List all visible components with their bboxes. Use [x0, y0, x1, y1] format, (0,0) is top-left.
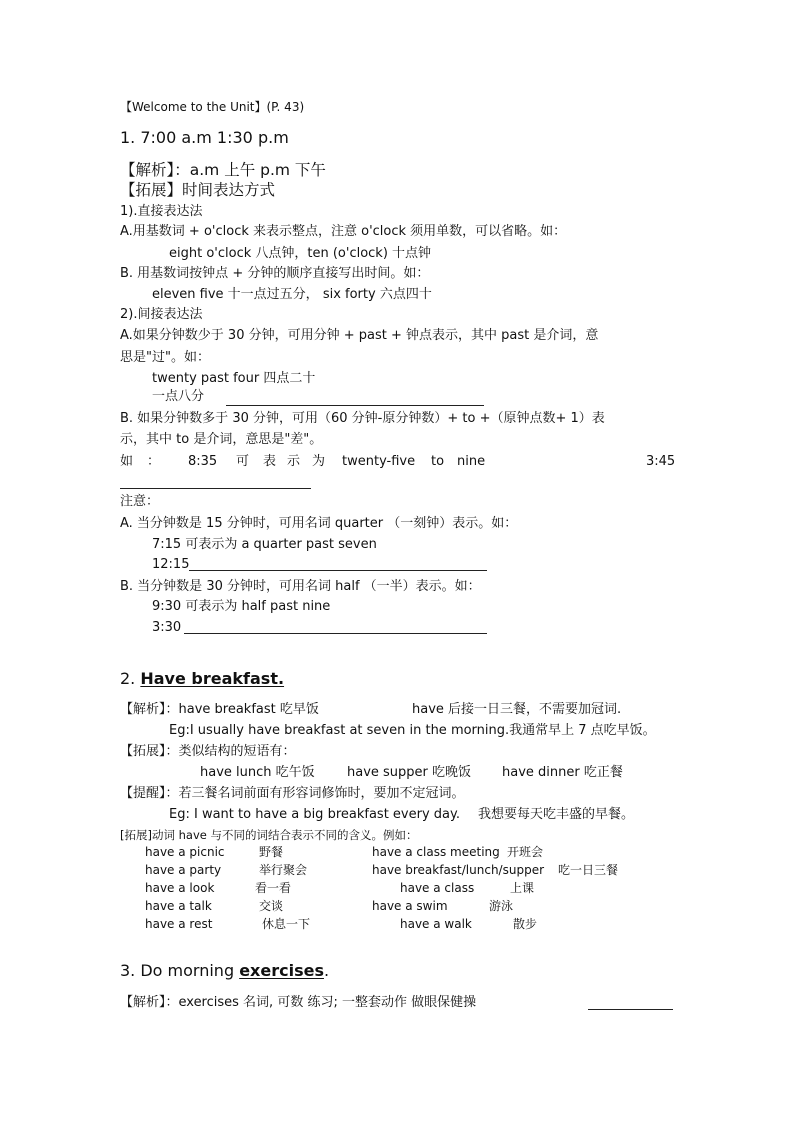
s1-example-d-word: 示 — [287, 454, 301, 469]
s1-example-d-word: 为 — [312, 454, 326, 469]
s1-example-d-word: 可 — [236, 454, 250, 469]
table-cell: have a picnic — [145, 845, 225, 859]
s2-phrase-2: have supper 吃晚饭 — [347, 765, 472, 780]
s1-example-b: eleven five 十一点过五分， six forty 六点四十 — [152, 287, 432, 302]
s1-analysis: 【解析】：a.m 上午 p.m 下午 — [120, 161, 326, 179]
table-cell: 休息一下 — [262, 917, 311, 931]
s1-method-1: 1).直接表达法 — [120, 204, 203, 219]
section-3-prefix: 3. Do morning — [120, 961, 240, 980]
table-cell: have a class meeting — [372, 845, 500, 859]
s1-rule-c-line1: A.如果分钟数少于 30 分钟，可用分钟 + past + 钟点表示，其中 past 是介词，意 — [120, 328, 599, 343]
s1-example-d-label: 如 — [120, 454, 134, 469]
s1-half-example-2: 3:30 — [152, 620, 182, 635]
answer-blank[interactable] — [120, 488, 311, 489]
answer-blank[interactable] — [189, 570, 487, 571]
s1-example-d-time: 8:35 — [188, 454, 218, 469]
table-cell: have a look — [145, 881, 215, 895]
s1-example-d-question: 3:45 — [646, 454, 676, 469]
answer-blank[interactable] — [184, 633, 487, 634]
s1-rule-b: B. 用基数词按钟点 + 分钟的顺序直接写出时间。如： — [120, 266, 430, 281]
s2-example-2-translation: 我想要每天吃丰盛的早餐。 — [478, 807, 635, 822]
s1-quarter-example-1: 7:15 可表示为 a quarter past seven — [152, 537, 377, 552]
section-3-period: . — [323, 961, 330, 980]
table-cell: have a swim — [372, 899, 448, 913]
s1-note: 注意： — [120, 494, 160, 509]
table-cell: 散步 — [513, 917, 538, 931]
s1-expand: 【拓展】时间表达方式 — [120, 181, 276, 199]
s1-quarter-rule: A. 当分钟数是 15 分钟时，可用名词 quarter （一刻钟）表示。如： — [120, 516, 518, 531]
s1-rule-d-line1: B. 如果分钟数多于 30 分钟，可用（60 分钟-原分钟数）+ to +（原钟点数+ 1）表 — [120, 411, 605, 426]
table-cell: 上课 — [510, 881, 535, 895]
s2-have-intro: [拓展]动词 have 与不同的词结合表示不同的含义。例如： — [120, 828, 418, 842]
s1-rule-a: A.用基数词 + o'clock 来表示整点，注意 o'clock 须用单数，可以省略。如： — [120, 224, 567, 239]
table-cell: 游泳 — [489, 899, 514, 913]
table-cell: have a walk — [400, 917, 472, 931]
s2-phrase-1: have lunch 吃午饭 — [200, 765, 315, 780]
s2-example-1: Eg:I usually have breakfast at seven in the morning.我通常早上 7 点吃早饭。 — [169, 723, 656, 738]
s1-example-c1: twenty past four 四点二十 — [152, 371, 316, 386]
s2-example-2: Eg: I want to have a big breakfast every day. — [169, 807, 460, 822]
table-cell: have breakfast/lunch/supper — [372, 863, 545, 877]
s2-analysis-note: have 后接一日三餐，不需要加冠词. — [412, 702, 622, 717]
s2-expand: 【拓展】：类似结构的短语有： — [120, 744, 296, 759]
s3-analysis: 【解析】：exercises 名词, 可数 练习; 一整套动作 做眼保健操 — [120, 995, 477, 1010]
s1-example-d-word: nine — [457, 454, 486, 469]
section-3-keyword: exercises — [239, 961, 324, 980]
section-3-title — [120, 962, 329, 980]
s1-half-example-1: 9:30 可表示为 half past nine — [152, 599, 331, 614]
section-2-title — [120, 670, 284, 688]
s1-example-a: eight o'clock 八点钟，ten (o'clock) 十点钟 — [169, 246, 432, 261]
s1-example-d-word: 表 — [263, 454, 277, 469]
table-cell: 开班会 — [507, 845, 544, 859]
section-2-phrase: Have breakfast. — [140, 669, 285, 688]
table-cell: 交谈 — [259, 899, 284, 913]
table-cell: 看一看 — [255, 881, 292, 895]
s1-method-2: 2).间接表达法 — [120, 307, 203, 322]
s1-example-d-word: twenty-five — [342, 454, 416, 469]
section-1-title: 1. 7:00 a.m 1:30 p.m — [120, 128, 289, 147]
table-cell: 吃一日三餐 — [558, 863, 619, 877]
s1-half-rule: B. 当分钟数是 30 分钟时，可用名词 half （一半）表示。如： — [120, 579, 481, 594]
table-cell: have a party — [145, 863, 222, 877]
s1-rule-d-line2: 示，其中 to 是介词，意思是"差"。 — [120, 432, 323, 447]
s1-example-c2: 一点八分 — [152, 389, 205, 404]
answer-blank[interactable] — [588, 1009, 673, 1010]
section-2-number: 2. — [120, 669, 141, 688]
s2-analysis: 【解析】：have breakfast 吃早饭 — [120, 702, 319, 717]
s2-phrase-3: have dinner 吃正餐 — [502, 765, 623, 780]
table-cell: have a class — [400, 881, 475, 895]
unit-header: 【Welcome to the Unit】(P. 43) — [120, 100, 305, 114]
table-cell: have a rest — [145, 917, 213, 931]
s1-quarter-example-2: 12:15 — [152, 557, 190, 572]
table-cell: have a talk — [145, 899, 212, 913]
s1-example-d-word: to — [431, 454, 445, 469]
s1-example-d-colon: ： — [147, 454, 161, 469]
table-cell: 野餐 — [259, 845, 284, 859]
s1-rule-c-line2: 思是"过"。如： — [120, 350, 210, 365]
s2-remind: 【提醒】：若三餐名词前面有形容词修饰时，要加不定冠词。 — [120, 786, 465, 801]
answer-blank[interactable] — [226, 405, 484, 406]
table-cell: 举行聚会 — [259, 863, 308, 877]
